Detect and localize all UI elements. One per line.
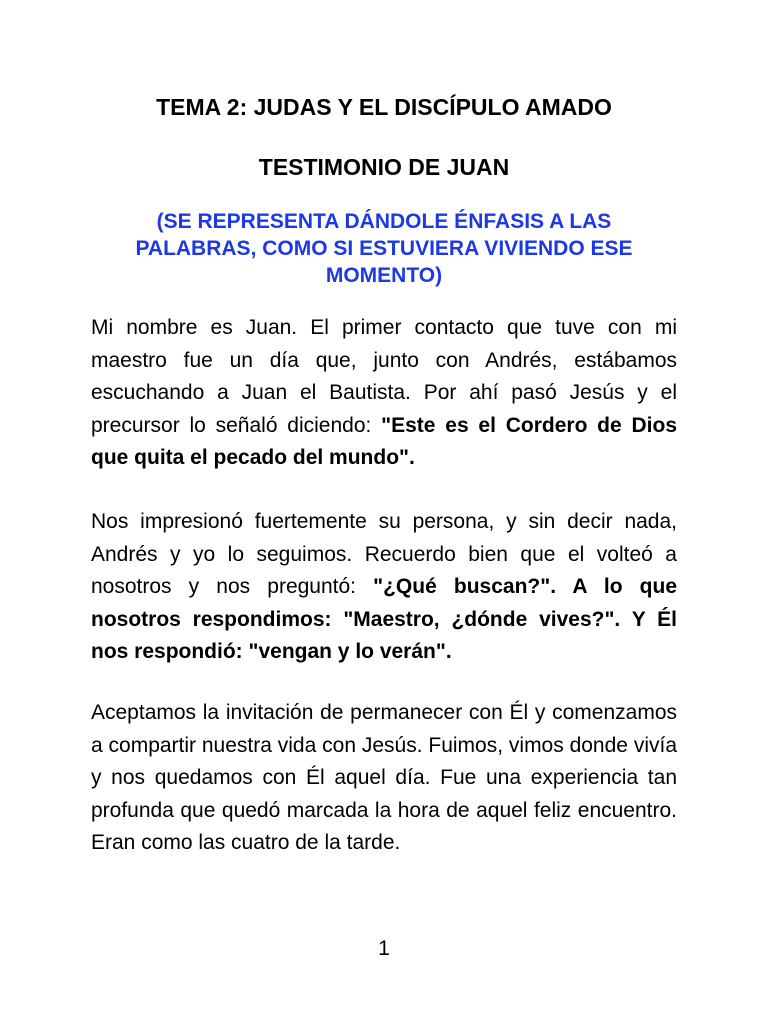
paragraph-2-text: Nos impresionó fuertemente su persona, y sin decir nada, Andrés y yo lo seguimos. Recuerdo bien que el volteó a nosotros y nos preguntó: <box>91 510 677 599</box>
paragraph-2-quote: "¿Qué buscan?". A lo que nosotros respondimos: "Maestro, ¿dónde vives?". Y Él nos respondió: "vengan y lo verán". <box>91 575 677 664</box>
stage-direction: (SE REPRESENTA DÁNDOLE ÉNFASIS A LAS PALABRAS, COMO SI ESTUVIERA VIVIENDO ESE MOMENTO) <box>135 210 633 287</box>
paragraph-2 <box>91 506 677 669</box>
page-number: 1 <box>378 937 390 960</box>
paragraph-1-quote: "Este es el Cordero de Dios que quita el pecado del mundo". <box>91 413 677 470</box>
document-title: TEMA 2: JUDAS Y EL DISCÍPULO AMADO <box>156 94 612 120</box>
document-subtitle: TESTIMONIO DE JUAN <box>258 154 510 180</box>
paragraph-1 <box>91 312 677 475</box>
paragraph-3-text: Aceptamos la invitación de permanecer con Él y comenzamos a compartir nuestra vida con Jesús. Fuimos, vimos donde vivía y nos quedamos con Él aquel día. Fue una experiencia tan profunda que quedó marcada la hora de aquel feliz encuentro. Eran como las cuatro de la tarde. <box>91 701 677 855</box>
paragraph-3 <box>91 697 677 860</box>
paragraph-1-text: Mi nombre es Juan. El primer contacto que tuve con mi maestro fue un día que, junto con Andrés, estábamos escuchando a Juan el Bautista. Por ahí pasó Jesús y el precursor lo señaló diciendo: <box>91 316 677 437</box>
